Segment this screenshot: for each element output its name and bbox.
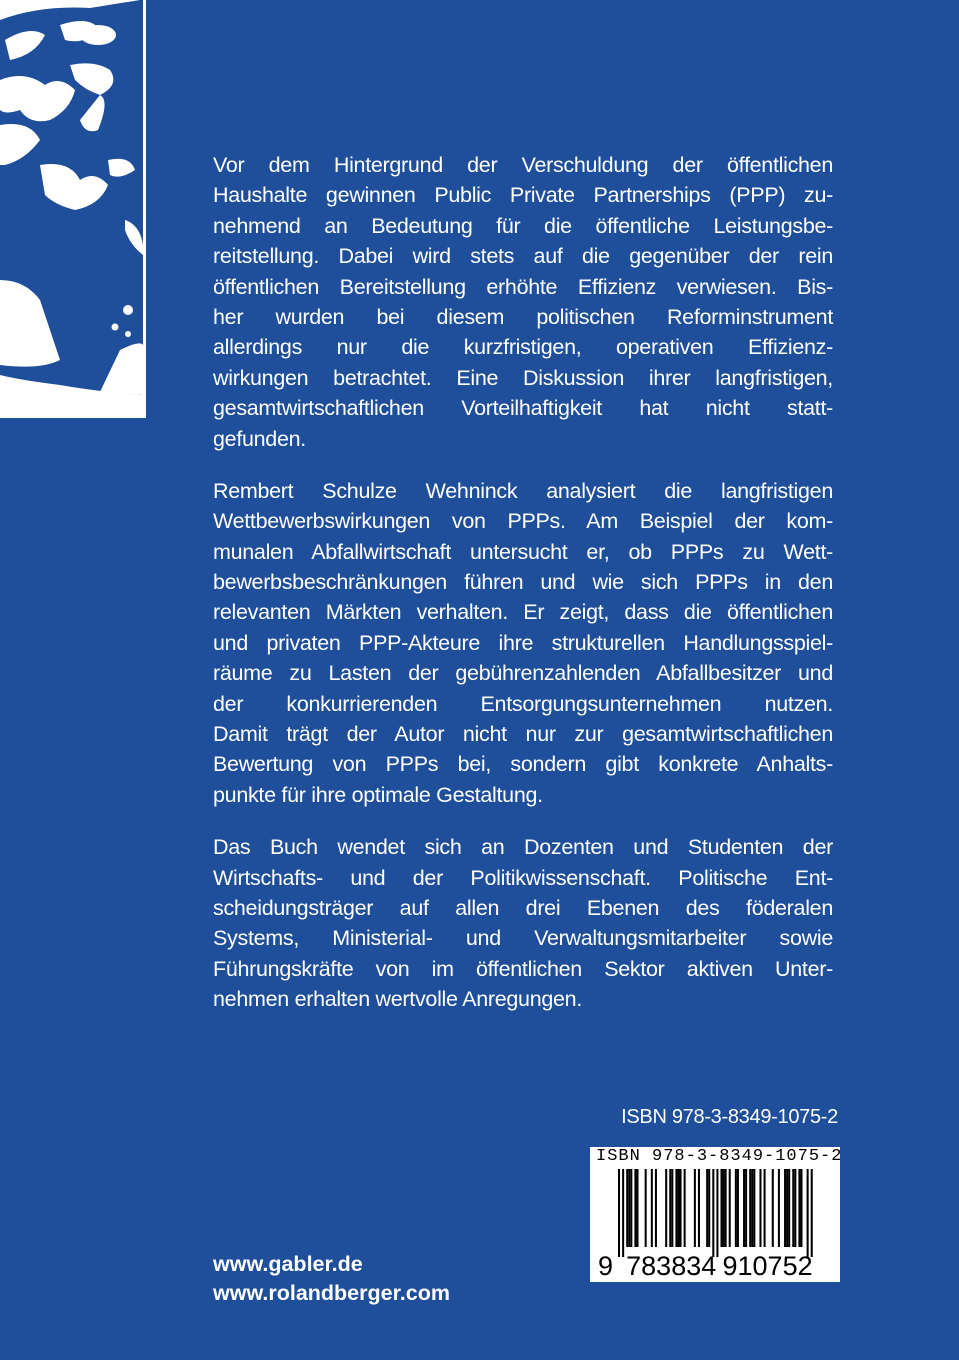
isbn-label: ISBN 978-3-8349-1075-2 (621, 1106, 838, 1128)
barcode-bar (665, 1169, 667, 1247)
barcode-digits: 910752 (722, 1251, 813, 1281)
barcode-bar (677, 1169, 679, 1247)
text-line: Rembert Schulze Wehninck analysiert die langfristigen (213, 478, 833, 503)
barcode-bar (694, 1169, 696, 1247)
barcode-bar (778, 1169, 780, 1247)
barcode-bar (729, 1169, 731, 1247)
text-line: Damit trägt der Autor nicht nur zur gesamtwirtschaftlichen (213, 722, 833, 747)
paragraph (213, 150, 833, 454)
barcode-bar (680, 1169, 682, 1247)
barcode-bar (751, 1169, 753, 1247)
barcode-bar (772, 1169, 774, 1247)
globe-map-image (0, 0, 146, 418)
text-line: bewerbsbeschränkungen führen und wie sich PPPs in den (213, 570, 833, 595)
text-line: Bewertung von PPPs bei, sondern gibt konkrete Anhalts- (213, 752, 833, 777)
text-line: allerdings nur die kurzfristigen, operativen Effizienz- (213, 335, 833, 360)
barcode-bar (811, 1169, 813, 1257)
barcode-bar (716, 1169, 718, 1257)
text-line: her wurden bei diesem politischen Reforminstrument (213, 304, 833, 329)
barcode-bar (764, 1169, 766, 1247)
barcode-bar (675, 1169, 677, 1247)
text-line: Wirtschafts- und der Politikwissenschaft. Politische Ent- (213, 865, 833, 890)
text-line: der konkurrierenden Entsorgungsunternehmen nutzen. (213, 691, 833, 716)
barcode-bar (786, 1169, 788, 1247)
text-line: nehmend an Bedeutung für die öffentliche Leistungsbe- (213, 213, 833, 238)
text-line: Systems, Ministerial- und Verwaltungsmitarbeiter sowie (213, 926, 833, 951)
text-line: Wettbewerbswirkungen von PPPs. Am Beispiel der kom- (213, 509, 833, 534)
text-line: gefunden. (213, 426, 306, 451)
url-rolandberger[interactable]: www.rolandberger.com (213, 1281, 450, 1305)
text-line: öffentlichen Bereitstellung erhöhte Effizienz verwiesen. Bis- (213, 274, 833, 299)
barcode-bar (723, 1169, 725, 1247)
barcode-bar (706, 1169, 708, 1247)
barcode-bar (630, 1169, 632, 1247)
barcode-bar (753, 1169, 755, 1247)
barcode-bar (698, 1169, 700, 1247)
text-line: wirkungen betrachtet. Eine Diskussion ihrer langfristigen, (213, 365, 833, 390)
paragraph (213, 832, 833, 1014)
barcode-bar (708, 1169, 710, 1247)
blurb-text (213, 150, 833, 1037)
text-line: relevanten Märkten verhalten. Er zeigt, dass die öffentlichen (213, 600, 833, 625)
isbn-barcode (590, 1147, 843, 1282)
barcode-bar (622, 1169, 624, 1257)
barcode-bar (800, 1169, 802, 1247)
barcode-bar (628, 1169, 630, 1247)
barcode-bar (788, 1169, 790, 1247)
text-line: und privaten PPP-Akteure ihre strukturellen Handlungsspiel- (213, 630, 833, 655)
text-line: räume zu Lasten der gebührenzahlenden Abfallbesitzer und (213, 661, 833, 686)
text-line: gesamtwirtschaftlichen Vorteilhaftigkeit hat nicht statt- (213, 396, 833, 421)
text-line: nehmen erhalten wertvolle Anregungen. (213, 987, 582, 1012)
text-line: punkte für ihre optimale Gestaltung. (213, 782, 543, 807)
text-line: Vor dem Hintergrund der Verschuldung der öffentlichen (213, 153, 833, 177)
barcode-digits: 783834 (626, 1251, 717, 1281)
barcode-bar (792, 1169, 794, 1247)
barcode-bar (651, 1169, 653, 1247)
barcode-bar (669, 1169, 671, 1247)
text-line: munalen Abfallwirtschaft untersucht er, ob PPPs zu Wett- (213, 539, 833, 564)
barcode-bar (655, 1169, 657, 1247)
barcode-bar (798, 1169, 800, 1247)
barcode-bar (712, 1169, 714, 1257)
publisher-urls (213, 1250, 450, 1308)
barcode-bar (749, 1169, 751, 1247)
barcode-bar (636, 1169, 638, 1247)
barcode-bar (721, 1169, 723, 1247)
barcode-isbn-text: ISBN 978-3-8349-1075-2 (596, 1147, 843, 1166)
text-line: Das Buch wendet sich an Dozenten und Studenten der (213, 835, 833, 860)
text-line: Führungskräfte von im öffentlichen Sektor aktiven Unter- (213, 956, 833, 981)
barcode-bar (645, 1169, 647, 1247)
barcode-bar (725, 1169, 727, 1247)
barcode-bar (759, 1169, 761, 1247)
barcode-bar (684, 1169, 686, 1247)
barcode-bar (634, 1169, 636, 1247)
text-line: Haushalte gewinnen Public Private Partnerships (PPP) zu- (213, 183, 833, 208)
paragraph (213, 476, 833, 810)
barcode-bar (735, 1169, 737, 1247)
barcode-bar (794, 1169, 796, 1247)
barcode-bar (745, 1169, 747, 1247)
barcode-bars (590, 1147, 843, 1282)
barcode-bar (671, 1169, 673, 1247)
barcode-bar (784, 1169, 786, 1247)
barcode-bar (807, 1169, 809, 1257)
text-line: scheidungsträger auf allen drei Ebenen des föderalen (213, 895, 833, 920)
text-line: reitstellung. Dabei wird stets auf die gegenüber der rein (213, 244, 833, 269)
barcode-digits: 9 (598, 1251, 614, 1281)
barcode-bar (618, 1169, 620, 1257)
url-gabler[interactable]: www.gabler.de (213, 1252, 363, 1276)
barcode-bar (743, 1169, 745, 1247)
barcode-bar (626, 1169, 628, 1247)
barcode-bar (737, 1169, 739, 1247)
